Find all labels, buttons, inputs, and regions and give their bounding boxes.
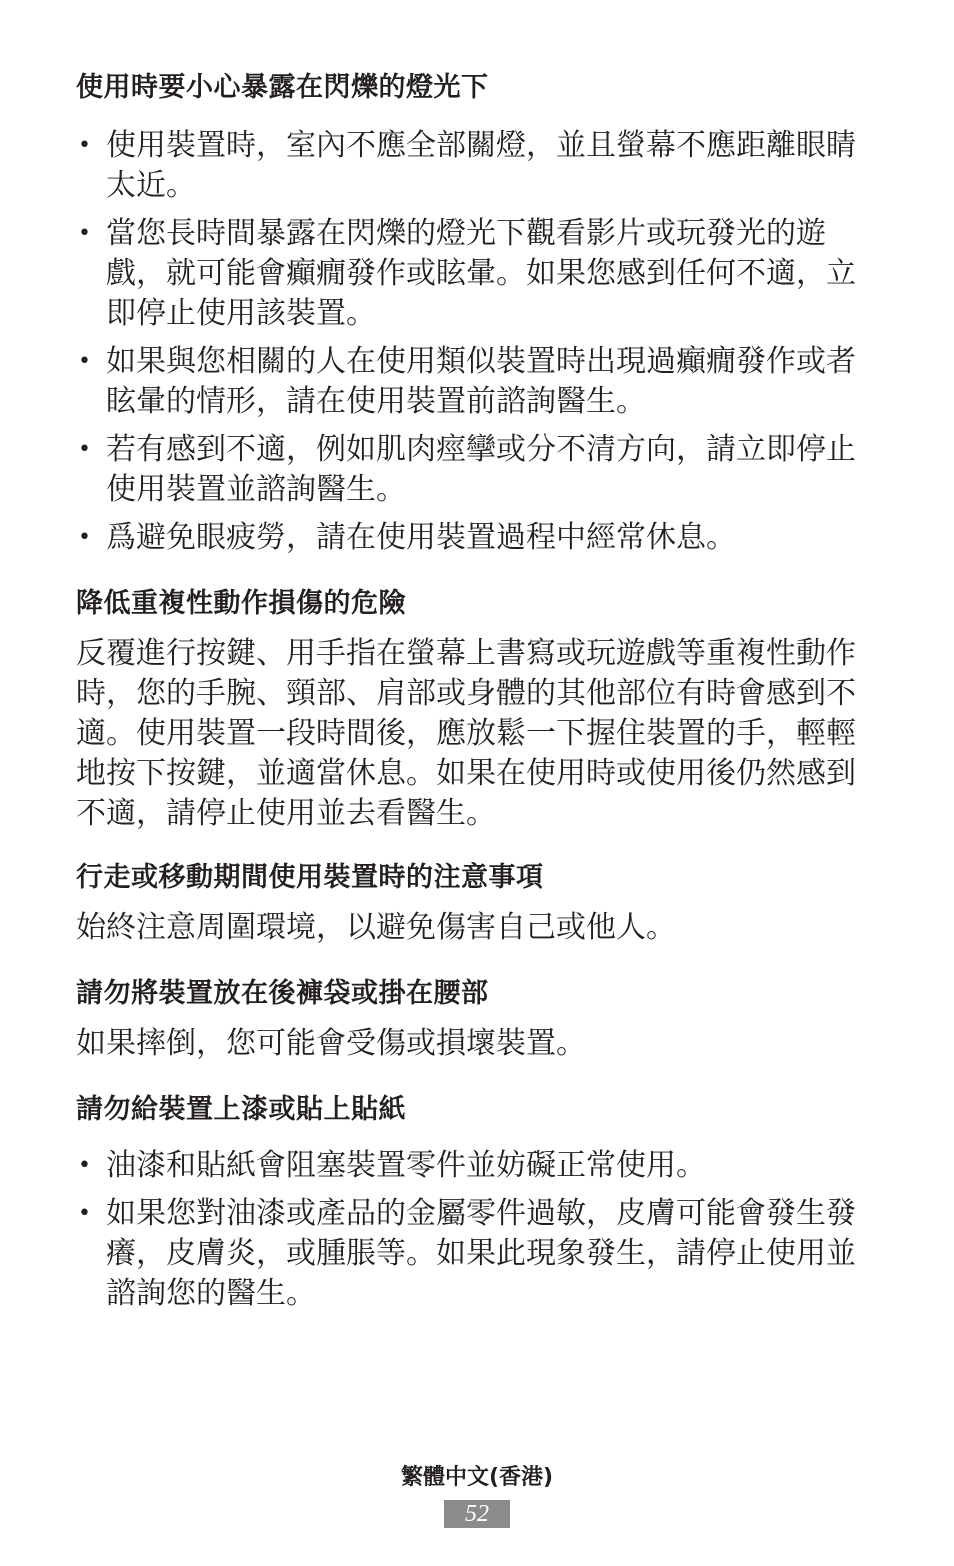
footer-language: 繁體中文(香港) <box>400 1465 554 1490</box>
bullet-icon: • <box>78 525 91 550</box>
section-heading-back-pocket: 請勿將裝置放在後褲袋或掛在腰部 <box>76 978 489 1009</box>
list-item-text: 如果與您相關的人在使用類似裝置時出現過癲癇發作或者眩暈的情形，請在使用裝置前諮詢醫生。 <box>106 344 856 419</box>
page-number: 52 <box>444 1500 510 1528</box>
page-content <box>76 68 876 1314</box>
section-heading-repetitive-motion: 降低重複性動作損傷的危險 <box>76 588 406 619</box>
page-footer <box>0 1462 954 1528</box>
list-item <box>76 430 866 510</box>
list-item-text: 如果您對油漆或產品的金屬零件過敏，皮膚可能會發生發癢，皮膚炎，或腫脹等。如果此現象發生，請停止使用並諮詢您的醫生。 <box>106 1196 856 1311</box>
section-heading-paint-stickers: 請勿給裝置上漆或貼上貼紙 <box>76 1094 406 1125</box>
bullet-icon: • <box>78 133 91 158</box>
list-item <box>76 126 866 206</box>
list-item <box>76 518 866 558</box>
paragraph-walking: 始終注意周圍環境，以避免傷害自己或他人。 <box>76 910 676 945</box>
bullet-list-flashing-lights <box>76 126 876 558</box>
bullet-icon: • <box>78 1153 91 1178</box>
bullet-icon: • <box>78 221 91 246</box>
list-item-text: 油漆和貼紙會阻塞裝置零件並妨礙正常使用。 <box>106 1148 706 1183</box>
section-heading-walking: 行走或移動期間使用裝置時的注意事項 <box>76 862 544 893</box>
list-item-text: 爲避免眼疲勞，請在使用裝置過程中經常休息。 <box>106 520 736 555</box>
section-heading-flashing-lights: 使用時要小心暴露在閃爍的燈光下 <box>76 72 489 103</box>
list-item-text: 若有感到不適，例如肌肉痙攣或分不清方向，請立即停止使用裝置並諮詢醫生。 <box>106 432 856 507</box>
bullet-icon: • <box>78 437 91 462</box>
paragraph-repetitive-motion: 反覆進行按鍵、用手指在螢幕上書寫或玩遊戲等重複性動作時，您的手腕、頸部、肩部或身體的其他部位有時會感到不適。使用裝置一段時間後，應放鬆一下握住裝置的手，輕輕地按下按鍵，並適當休息。如果在使用時或使用後仍然感到不適，請停止使用並去看醫生。 <box>76 636 856 831</box>
list-item <box>76 1146 866 1186</box>
list-item <box>76 1194 866 1314</box>
list-item-text: 當您長時間暴露在閃爍的燈光下觀看影片或玩發光的遊戲，就可能會癲癇發作或眩暈。如果您感到任何不適，立即停止使用該裝置。 <box>106 216 856 331</box>
bullet-list-paint-stickers <box>76 1146 876 1314</box>
bullet-icon: • <box>78 349 91 374</box>
list-item-text: 使用裝置時，室內不應全部關燈，並且螢幕不應距離眼睛太近。 <box>106 128 856 203</box>
paragraph-back-pocket: 如果摔倒，您可能會受傷或損壞裝置。 <box>76 1026 586 1061</box>
list-item <box>76 342 866 422</box>
list-item <box>76 214 866 334</box>
bullet-icon: • <box>78 1201 91 1226</box>
